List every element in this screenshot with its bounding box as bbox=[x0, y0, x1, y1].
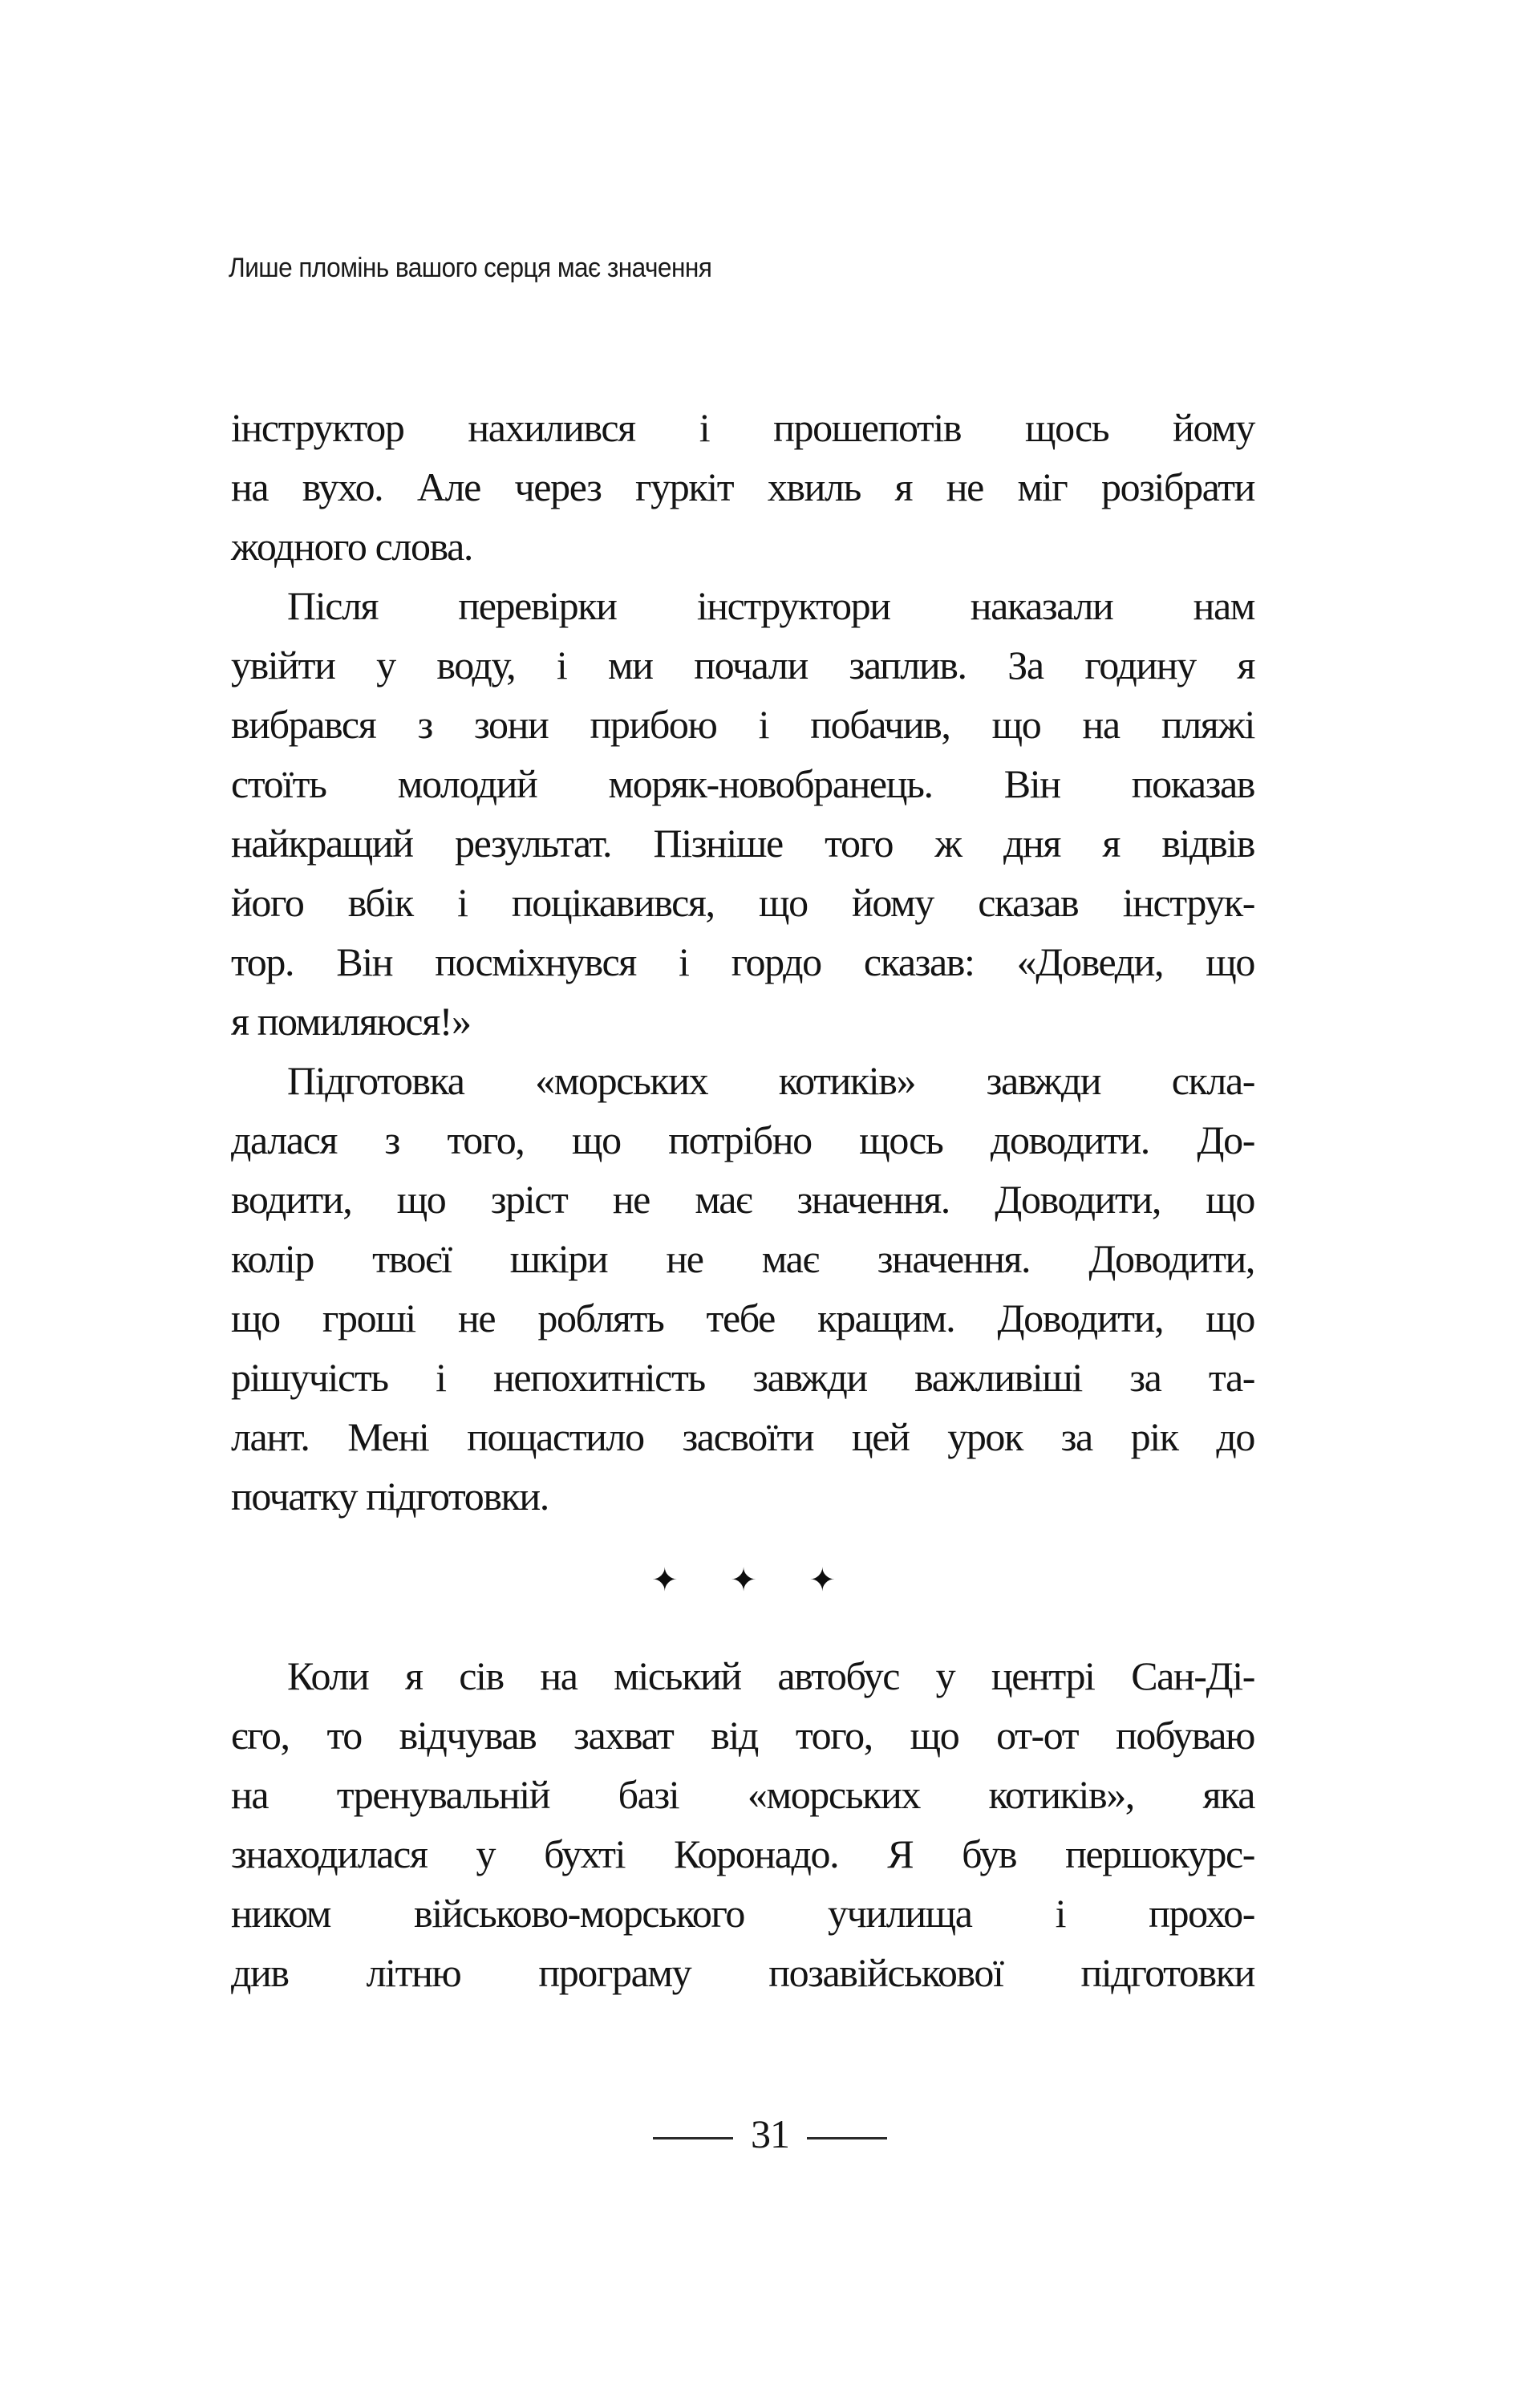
folio-dash-left bbox=[653, 2137, 733, 2139]
star-icon: ✦ bbox=[808, 1562, 836, 1599]
section-break-ornament bbox=[651, 1560, 836, 1600]
text-line: на тренувальній базі «морських котиків», яка bbox=[231, 1772, 1254, 1817]
text-line: його вбік і поцікавився, що йому сказав інструк- bbox=[231, 880, 1254, 925]
text-line: на вухо. Але через гуркіт хвиль я не міг розібрати bbox=[231, 464, 1254, 509]
text-line: ником військово-морського училища і прохо- bbox=[231, 1891, 1254, 1936]
star-icon: ✦ bbox=[651, 1562, 679, 1599]
text-line: початку підготовки. bbox=[231, 1474, 549, 1519]
text-line: знаходилася у бухті Коронадо. Я був першокурс- bbox=[231, 1831, 1254, 1876]
text-line: тор. Він посміхнувся і гордо сказав: «Доведи, що bbox=[231, 939, 1254, 984]
page-footer bbox=[0, 2110, 1540, 2158]
text-line: рішучість і непохитність завжди важливіші за та- bbox=[231, 1355, 1254, 1400]
text-line: колір твоєї шкіри не має значення. Доводити, bbox=[231, 1236, 1254, 1281]
page-number: 31 bbox=[751, 2111, 789, 2156]
text-line: лант. Мені пощастило засвоїти цей урок за рік до bbox=[231, 1414, 1254, 1459]
text-line: Після перевірки інструктори наказали нам bbox=[287, 583, 1254, 628]
folio-dash-right bbox=[807, 2137, 887, 2139]
text-line: найкращий результат. Пізніше того ж дня я відвів bbox=[231, 821, 1254, 866]
text-line: увійти у воду, і ми почали заплив. За годину я bbox=[231, 643, 1254, 687]
text-line: інструктор нахилився і прошепотів щось йому bbox=[231, 405, 1254, 450]
text-line: стоїть молодий моряк-новобранець. Він показав bbox=[231, 761, 1254, 806]
text-line: єго, то відчував захват від того, що от-от побуваю bbox=[231, 1713, 1254, 1758]
text-line: Коли я сів на міський автобус у центрі Сан-Ді- bbox=[287, 1653, 1254, 1698]
text-line: жодного слова. bbox=[231, 524, 473, 569]
text-line: далася з того, що потрібно щось доводити. До- bbox=[231, 1117, 1254, 1162]
text-line: що гроші не роблять тебе кращим. Доводити, що bbox=[231, 1296, 1254, 1340]
running-head: Лише пломінь вашого серця має значення bbox=[229, 253, 712, 283]
text-line: Підготовка «морських котиків» завжди скла- bbox=[287, 1058, 1254, 1103]
star-icon: ✦ bbox=[730, 1562, 757, 1599]
text-line: водити, що зріст не має значення. Доводити, що bbox=[231, 1177, 1254, 1222]
text-line: я помиляюся!» bbox=[231, 999, 471, 1044]
text-line: див літню програму позавійськової підготовки bbox=[231, 1950, 1254, 1995]
text-line: вибрався з зони прибою і побачив, що на пляжі bbox=[231, 702, 1254, 747]
body-text bbox=[231, 0, 1254, 2397]
